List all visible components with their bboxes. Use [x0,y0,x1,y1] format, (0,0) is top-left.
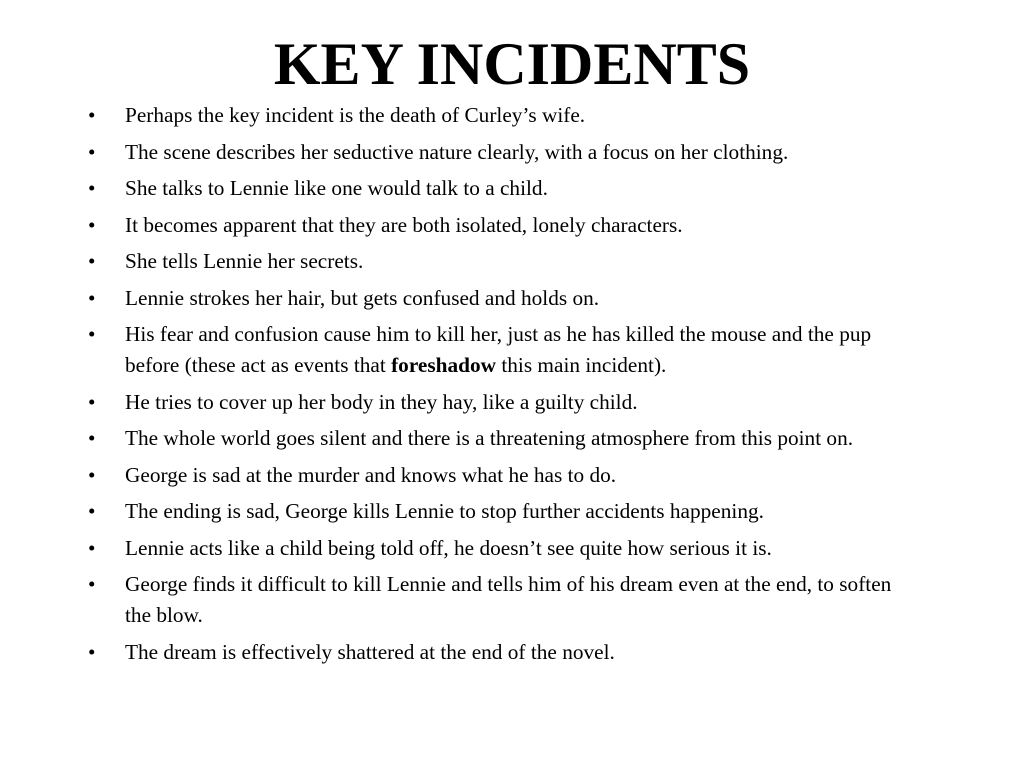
bullet-item [88,100,918,131]
bullet-text: George finds it difficult to kill Lennie and tells him of his dream even at the end, to soften the blow. [125,572,892,627]
bullet-text: Perhaps the key incident is the death of Curley’s wife. [125,103,586,127]
bullet-icon: • [88,389,96,414]
bullet-item [88,173,918,204]
bullet-item [88,319,918,381]
bullet-item [88,137,918,168]
bullet-text: The whole world goes silent and there is a threatening atmosphere from this point on. [125,426,854,450]
bullet-text: The scene describes her seductive nature clearly, with a focus on her clothing. [125,139,789,164]
bullet-text: Lennie acts like a child being told off, he doesn’t see quite how serious it is. [125,535,772,560]
bullet-list [88,100,918,673]
bullet-item [88,496,918,527]
foreshadow-emphasis: foreshadow [391,353,497,377]
bullet-item [88,637,918,668]
bullet-icon: • [88,212,96,237]
bullet-text [125,322,871,377]
bullet-icon: • [88,499,96,523]
bullet-item [88,423,918,454]
bullet-item [88,387,918,418]
bullet-item [88,533,918,564]
bullet-item [88,283,918,314]
bullet-icon: • [88,426,96,450]
bullet-icon: • [88,249,96,273]
bullet-icon: • [88,103,96,127]
bullet-text: The ending is sad, George kills Lennie to stop further accidents happening. [125,499,764,523]
bullet-icon: • [88,572,96,596]
bullet-text: He tries to cover up her body in they hay, like a guilty child. [125,389,638,414]
bullet-icon: • [88,462,96,487]
bullet-item [88,246,918,277]
bullet-item [88,569,918,631]
bullet-text: She talks to Lennie like one would talk to a child. [125,176,548,200]
bullet-icon: • [88,639,96,664]
bullet-icon: • [88,139,96,164]
bullet-icon: • [88,176,96,200]
bullet-icon: • [88,285,96,310]
bullet-text-part: His fear and confusion cause him to kill her, just as he has killed the mouse and the pup before (these act as events that [125,322,872,377]
bullet-text-part: this main incident). [496,353,667,377]
bullet-text: It becomes apparent that they are both isolated, lonely characters. [125,212,683,237]
bullet-text: George is sad at the murder and knows what he has to do. [125,462,617,487]
bullet-text: The dream is effectively shattered at the end of the novel. [125,639,615,664]
bullet-text: She tells Lennie her secrets. [125,249,364,273]
bullet-item [88,460,918,491]
bullet-icon: • [88,322,96,346]
bullet-item [88,210,918,241]
bullet-icon: • [88,535,96,560]
slide-title: KEY INCIDENTS [273,31,751,97]
bullet-text: Lennie strokes her hair, but gets confused and holds on. [125,285,600,310]
